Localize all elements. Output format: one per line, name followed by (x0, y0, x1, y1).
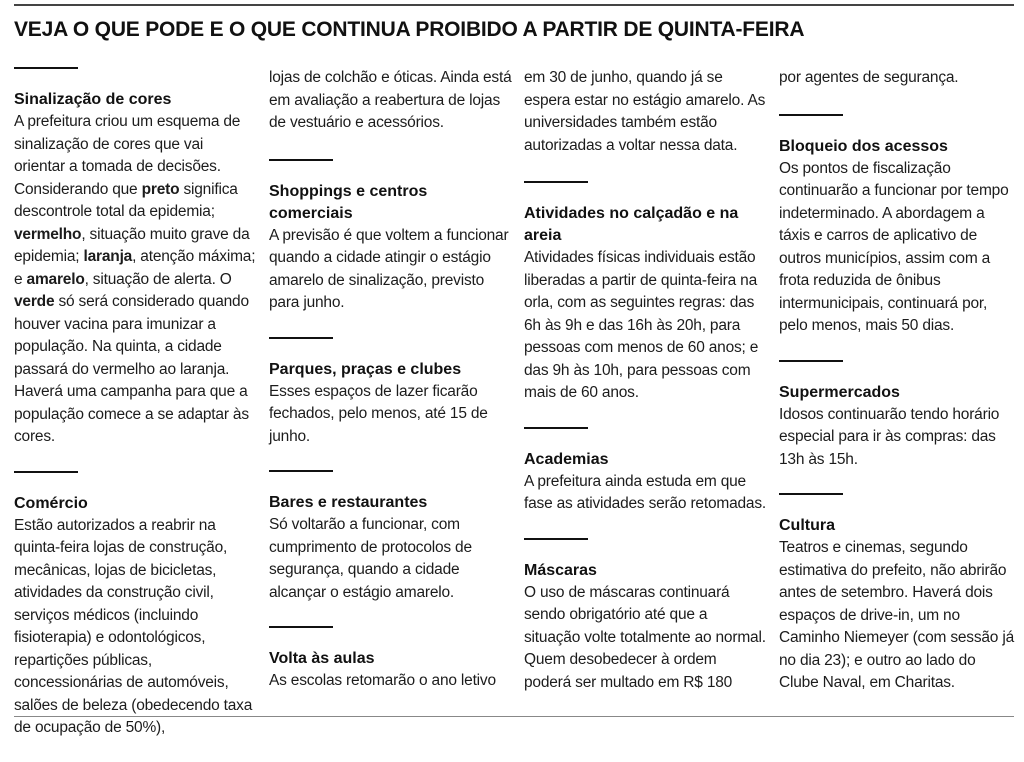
section-bares (269, 470, 512, 604)
color-laranja: laranja (83, 248, 133, 265)
comercio-continued: lojas de colchão e óticas. Ainda está em avaliação a reabertura de lojas de vestuário e acessórios. (269, 69, 512, 131)
section-sinalizacao-cores (14, 67, 257, 449)
section-rule (269, 337, 333, 339)
section-body-shoppings: A previsão é que voltem a funcionar quando a cidade atingir o estágio amarelo de sinalização, previsto para junho. (269, 226, 509, 311)
section-aulas (269, 626, 512, 693)
section-title-bares: Bares e restaurantes (269, 494, 428, 511)
top-rule (14, 4, 1014, 6)
section-body-parques: Esses espaços de lazer ficarão fechados, pelo menos, até 15 de junho. (269, 382, 488, 445)
section-rule (524, 181, 588, 183)
section-title-parques: Parques, praças e clubes (269, 360, 462, 378)
section-academias (524, 427, 767, 516)
section-rule (14, 471, 78, 473)
section-title-bloqueio: Bloqueio dos acessos (779, 137, 948, 155)
section-rule (269, 159, 333, 161)
section-supermercados (779, 360, 1014, 472)
section-body-calcadao: Atividades físicas individuais estão liberadas a partir de quinta-feira na orla, com as seguintes regras: das 6h às 9h e das 16h às 20h, para pessoas com menos de 60 anos; e das 9h às 10h, para pessoas com mais de 60 anos. (524, 249, 759, 401)
section-body-academias: A prefeitura ainda estuda em que fase as atividades serão retomadas. (524, 472, 766, 512)
section-comercio (14, 471, 257, 740)
column-4 (779, 67, 1014, 762)
color-verde: verde (14, 293, 55, 310)
section-parques (269, 337, 512, 449)
section-title-supermercados: Supermercados (779, 383, 900, 401)
section-mascaras (524, 538, 767, 695)
section-rule (779, 493, 843, 495)
section-rule (779, 360, 843, 362)
section-body-bares: Só voltarão a funcionar, com cumprimento de protocolos de segurança, quando a cidade alcançar o estágio amarelo. (269, 516, 472, 601)
section-bloqueio (779, 114, 1014, 338)
section-cultura (779, 493, 1014, 695)
section-rule (524, 538, 588, 540)
column-2 (269, 67, 524, 762)
section-calcadao (524, 181, 767, 405)
headline: VEJA O QUE PODE E O QUE CONTINUA PROIBIDO A PARTIR DE QUINTA-FEIRA (14, 18, 805, 41)
section-body-cores: A prefeitura criou um esquema de sinalização de cores que vai orientar a tomada de decisões. Considerando que preto significa descontrole total da epidemia; vermelho, situação muito grave da epidemia; laranja, atenção máxima; e amarelo, situação de alerta. O verde só será considerado quando houver vacina para imunizar a população. Na quinta, a cidade passará do vermelho ao laranja. Haverá uma campanha para que a população comece a se adaptar às cores. (14, 113, 256, 445)
section-title-mascaras: Máscaras (524, 561, 597, 579)
color-vermelho: vermelho (14, 225, 82, 243)
section-rule (14, 67, 78, 69)
section-body-supermercados: Idosos continuarão tendo horário especial para ir às compras: das 13h às 15h. (779, 405, 1000, 468)
section-title-comercio: Comércio (14, 494, 88, 512)
section-rule (269, 626, 333, 628)
section-rule (269, 470, 333, 472)
column-1 (14, 67, 269, 762)
section-title-cultura: Cultura (779, 517, 835, 534)
section-body-bloqueio: Os pontos de fiscalização continuarão a funcionar por tempo indeterminado. A abordagem a táxis e carros de aplicativo de outros municípios, assim com a frota reduzida de ônibus intermunicipais, continuará por, pelo menos, mais 50 dias. (779, 159, 1009, 334)
section-title-academias: Academias (524, 450, 609, 468)
column-3 (524, 67, 779, 762)
section-body-aulas: As escolas retomarão o ano letivo (269, 672, 496, 689)
section-title-calcadao: Atividades no calçadão e na areia (524, 205, 739, 244)
section-body-mascaras: O uso de máscaras continuará sendo obrigatório até que a situação volte totalmente ao normal. Quem desobedecer à ordem poderá ser multado em R$ 180 (524, 583, 766, 691)
section-title-cores: Sinalização de cores (14, 91, 172, 108)
section-title-shoppings: Shoppings e centros comerciais (269, 182, 428, 222)
color-amarelo: amarelo (26, 270, 85, 288)
color-preto: preto (141, 180, 180, 198)
section-rule (779, 114, 843, 116)
section-shoppings (269, 159, 512, 315)
section-body-cultura: Teatros e cinemas, segundo estimativa do prefeito, não abrirão antes de setembro. Haverá dois espaços de drive-in, um no Caminho Niemeyer (com sessão já no dia 23); e outro ao lado do Clube Naval, em Charitas. (779, 539, 1014, 691)
section-body-comercio: Estão autorizados a reabrir na quinta-feira lojas de construção, mecânicas, lojas de bicicletas, atividades da construção civil, serviços médicos (incluindo fisioterapia) e odontológicos, repartições públicas, concessionárias de automóveis, salões de beleza (obedecendo taxa de ocupação de 50%), (14, 516, 253, 736)
mascaras-continued: por agentes de segurança. (779, 69, 959, 86)
bottom-rule (14, 716, 1014, 717)
section-rule (524, 427, 588, 429)
aulas-continued: em 30 de junho, quando já se espera estar no estágio amarelo. As universidades também estão autorizadas a voltar nessa data. (524, 69, 766, 154)
article-columns (14, 67, 1014, 762)
section-title-aulas: Volta às aulas (269, 650, 375, 667)
